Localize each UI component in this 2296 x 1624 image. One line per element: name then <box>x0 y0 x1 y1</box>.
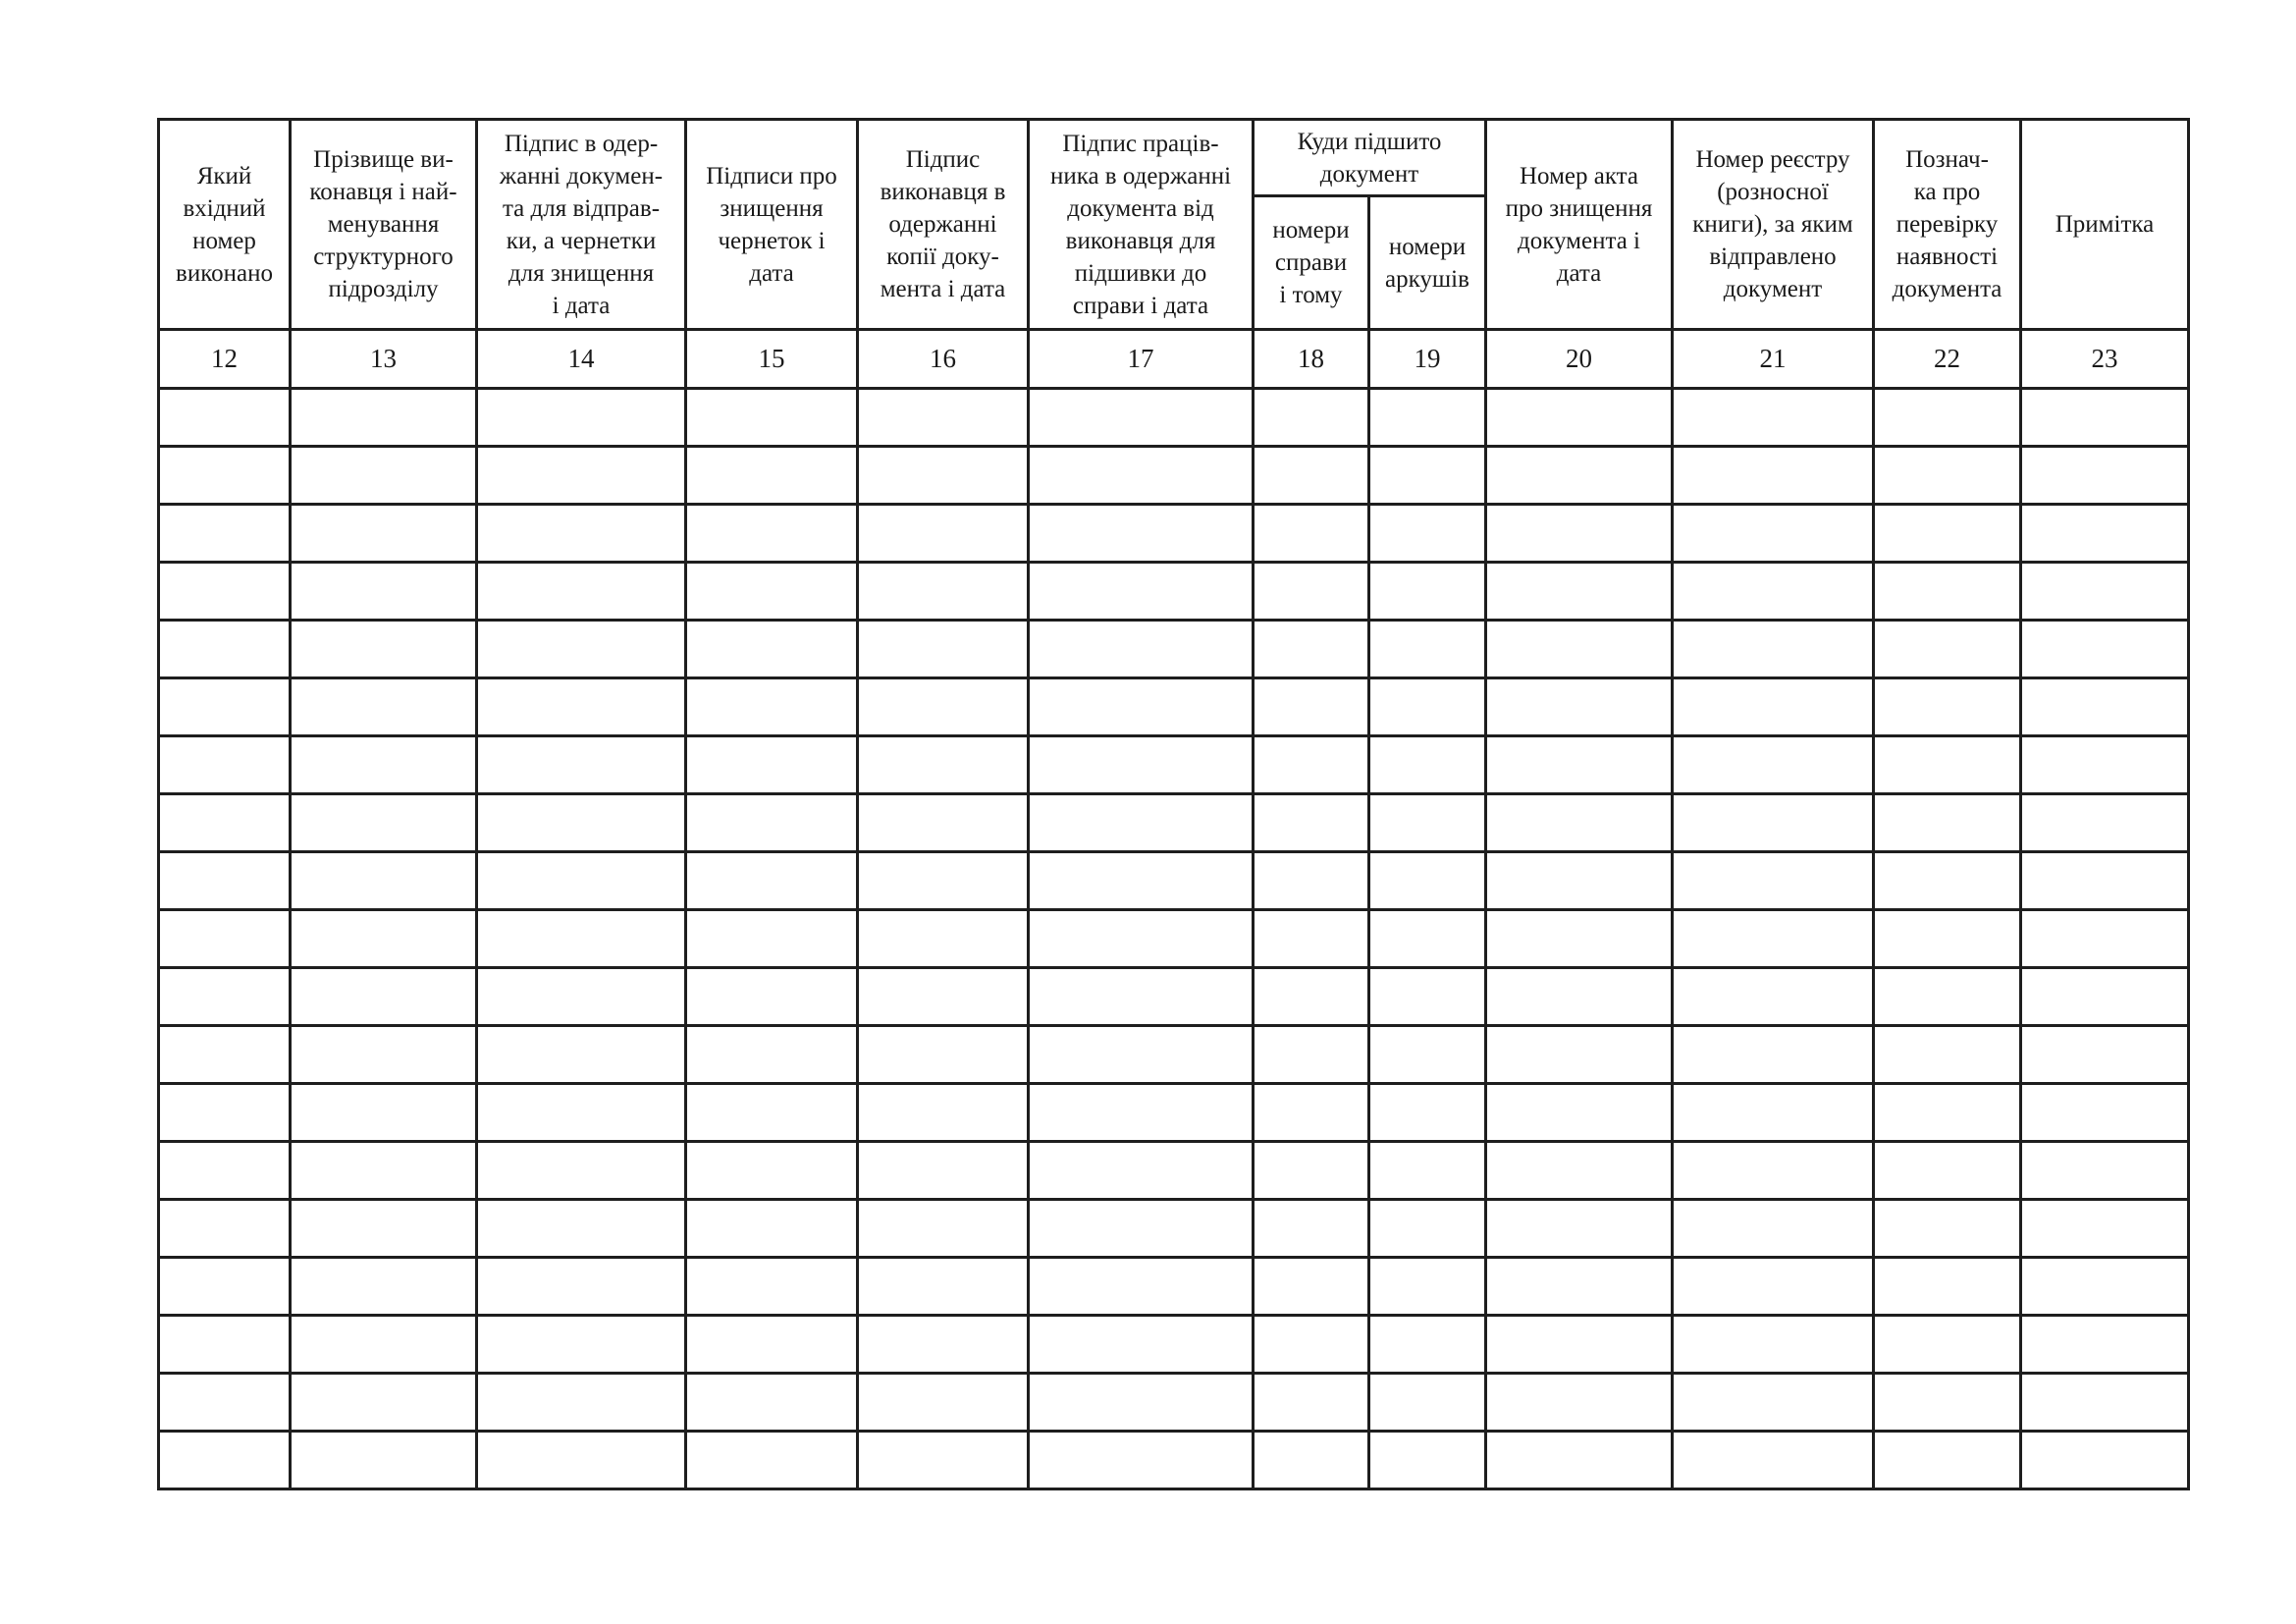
table-cell <box>1673 736 1874 794</box>
header-case-volume: номери справи і тому <box>1254 196 1369 330</box>
table-cell <box>477 447 686 505</box>
table-cell <box>291 1026 477 1084</box>
column-number: 23 <box>2021 330 2189 389</box>
table-cell <box>159 910 291 968</box>
table-cell <box>1254 852 1369 910</box>
table-cell <box>1254 1084 1369 1142</box>
table-cell <box>1369 852 1486 910</box>
table-cell <box>477 910 686 968</box>
table-cell <box>1486 736 1673 794</box>
table-cell <box>1486 621 1673 678</box>
header-destruction-act: Номер акта про знищення документа і дата <box>1486 120 1673 330</box>
table-cell <box>159 1316 291 1374</box>
table-cell <box>1369 910 1486 968</box>
table-cell <box>1673 563 1874 621</box>
table-cell <box>477 1432 686 1489</box>
table-cell <box>858 1084 1029 1142</box>
table-cell <box>858 447 1029 505</box>
table-cell <box>1369 1374 1486 1432</box>
table-cell <box>1874 621 2021 678</box>
table-cell <box>1254 621 1369 678</box>
table-cell <box>686 1432 858 1489</box>
column-number: 19 <box>1369 330 1486 389</box>
table-cell <box>291 1258 477 1316</box>
table-cell <box>1874 1026 2021 1084</box>
header-filing-signature: Підпис праців- ника в одержанні документа від виконавця для підшивки до справи і дата <box>1029 120 1254 330</box>
column-number: 17 <box>1029 330 1254 389</box>
table-cell <box>1254 1026 1369 1084</box>
table-cell <box>1254 505 1369 563</box>
table-cell <box>1029 1200 1254 1258</box>
table-row <box>159 852 2189 910</box>
table-cell <box>159 447 291 505</box>
table-cell <box>1254 389 1369 447</box>
table-cell <box>1254 794 1369 852</box>
table-cell <box>1369 389 1486 447</box>
table-cell <box>1029 678 1254 736</box>
table-cell <box>858 1200 1029 1258</box>
table-cell <box>1029 447 1254 505</box>
column-number: 13 <box>291 330 477 389</box>
table-cell <box>291 678 477 736</box>
table-cell <box>858 621 1029 678</box>
table-cell <box>291 1084 477 1142</box>
table-cell <box>1369 1026 1486 1084</box>
table-cell <box>858 852 1029 910</box>
table-row <box>159 1026 2189 1084</box>
table-cell <box>2021 736 2189 794</box>
table-cell <box>159 1142 291 1200</box>
table-cell <box>686 563 858 621</box>
table-cell <box>1874 1316 2021 1374</box>
table-cell <box>1254 1200 1369 1258</box>
table-row <box>159 447 2189 505</box>
table-cell <box>1369 1084 1486 1142</box>
table-cell <box>1486 389 1673 447</box>
table-cell <box>1369 621 1486 678</box>
table-cell <box>1369 794 1486 852</box>
table-cell <box>1486 1374 1673 1432</box>
table-cell <box>477 1200 686 1258</box>
table-cell <box>2021 678 2189 736</box>
column-number: 18 <box>1254 330 1369 389</box>
table-cell <box>858 1432 1029 1489</box>
table-cell <box>1673 1084 1874 1142</box>
table-row <box>159 1142 2189 1200</box>
table-cell <box>1486 505 1673 563</box>
table-cell <box>1486 1200 1673 1258</box>
table-cell <box>858 1026 1029 1084</box>
table-row <box>159 1316 2189 1374</box>
table-cell <box>1486 678 1673 736</box>
table-cell <box>477 794 686 852</box>
table-cell <box>291 1432 477 1489</box>
table-cell <box>1874 910 2021 968</box>
table-cell <box>477 1258 686 1316</box>
table-cell <box>1369 736 1486 794</box>
table-cell <box>1029 621 1254 678</box>
header-filed-to-group: Куди підшито документ <box>1254 120 1486 196</box>
table-cell <box>858 1142 1029 1200</box>
table-row <box>159 505 2189 563</box>
table-cell <box>1486 447 1673 505</box>
table-cell <box>2021 1374 2189 1432</box>
table-row <box>159 563 2189 621</box>
table-cell <box>291 910 477 968</box>
table-cell <box>1369 1142 1486 1200</box>
table-cell <box>1486 563 1673 621</box>
table-cell <box>1369 678 1486 736</box>
table-cell <box>1369 447 1486 505</box>
table-cell <box>686 1316 858 1374</box>
table-cell <box>1254 968 1369 1026</box>
table-cell <box>1673 1432 1874 1489</box>
table-cell <box>477 621 686 678</box>
table-cell <box>1369 505 1486 563</box>
table-cell <box>477 736 686 794</box>
table-cell <box>291 505 477 563</box>
table-cell <box>686 621 858 678</box>
column-number: 15 <box>686 330 858 389</box>
table-cell <box>2021 1026 2189 1084</box>
header-draft-destruction: Підписи про знищення чернеток і дата <box>686 120 858 330</box>
table-cell <box>291 852 477 910</box>
table-cell <box>1486 1316 1673 1374</box>
table-cell <box>686 794 858 852</box>
table-cell <box>291 1200 477 1258</box>
table-cell <box>1029 968 1254 1026</box>
table-cell <box>477 678 686 736</box>
table-cell <box>858 736 1029 794</box>
table-cell <box>159 1084 291 1142</box>
table-cell <box>1029 1316 1254 1374</box>
table-cell <box>686 968 858 1026</box>
table-cell <box>1673 1316 1874 1374</box>
table-cell <box>2021 968 2189 1026</box>
table-cell <box>686 678 858 736</box>
table-cell <box>1486 910 1673 968</box>
table-cell <box>1486 1258 1673 1316</box>
header-executor-name: Прізвище ви- конавця і най- менування структурного підрозділу <box>291 120 477 330</box>
table-cell <box>477 1084 686 1142</box>
header-copy-receipt: Підпис виконавця в одержанні копії доку- мента і дата <box>858 120 1029 330</box>
table-cell <box>1369 1316 1486 1374</box>
table-cell <box>858 678 1029 736</box>
table-cell <box>2021 852 2189 910</box>
table-cell <box>1874 1142 2021 1200</box>
table-cell <box>159 1200 291 1258</box>
table-cell <box>1254 910 1369 968</box>
table-cell <box>1874 968 2021 1026</box>
table-cell <box>159 736 291 794</box>
table-cell <box>477 1026 686 1084</box>
table-cell <box>1486 1026 1673 1084</box>
table-cell <box>2021 1432 2189 1489</box>
table-cell <box>1673 910 1874 968</box>
table-cell <box>858 910 1029 968</box>
table-cell <box>1369 563 1486 621</box>
table-cell <box>1486 1142 1673 1200</box>
table-cell <box>159 621 291 678</box>
table-cell <box>2021 505 2189 563</box>
table-cell <box>1029 910 1254 968</box>
table-cell <box>858 794 1029 852</box>
table-cell <box>1673 1026 1874 1084</box>
table-cell <box>159 794 291 852</box>
table-row <box>159 1084 2189 1142</box>
table-cell <box>858 968 1029 1026</box>
table-cell <box>2021 621 2189 678</box>
table-row <box>159 968 2189 1026</box>
table-cell <box>1029 1432 1254 1489</box>
table-cell <box>1029 563 1254 621</box>
table-cell <box>686 1142 858 1200</box>
header-note: Примітка <box>2021 120 2189 330</box>
table-cell <box>159 1026 291 1084</box>
header-receipt-signature: Підпис в одер- жанні докумен- та для відправ- ки, а чернетки для знищення і дата <box>477 120 686 330</box>
table-cell <box>477 1316 686 1374</box>
table-cell <box>1874 563 2021 621</box>
table-cell <box>686 910 858 968</box>
table-cell <box>1369 1432 1486 1489</box>
table-cell <box>2021 794 2189 852</box>
table-cell <box>1874 1432 2021 1489</box>
table-cell <box>291 621 477 678</box>
table-cell <box>477 852 686 910</box>
table-cell <box>686 1374 858 1432</box>
table-cell <box>477 1374 686 1432</box>
column-number: 20 <box>1486 330 1673 389</box>
table-cell <box>1874 505 2021 563</box>
table-cell <box>1029 736 1254 794</box>
table-cell <box>291 389 477 447</box>
column-number: 12 <box>159 330 291 389</box>
table-cell <box>291 1316 477 1374</box>
table-cell <box>477 968 686 1026</box>
table-cell <box>1673 1200 1874 1258</box>
table-cell <box>159 389 291 447</box>
table-row <box>159 1200 2189 1258</box>
table-body <box>159 389 2189 1489</box>
table-cell <box>1874 794 2021 852</box>
table-cell <box>291 563 477 621</box>
table-cell <box>1029 389 1254 447</box>
table-cell <box>477 389 686 447</box>
table-row <box>159 794 2189 852</box>
header-incoming-number: Який вхідний номер виконано <box>159 120 291 330</box>
column-number-row <box>159 330 2189 389</box>
table-cell <box>2021 563 2189 621</box>
table-cell <box>159 1258 291 1316</box>
table-cell <box>159 1432 291 1489</box>
table-cell <box>1874 1258 2021 1316</box>
header-row <box>159 120 2189 196</box>
header-register-number: Номер реєстру (розносної книги), за яким відправлено документ <box>1673 120 1874 330</box>
table-cell <box>1486 852 1673 910</box>
table-row <box>159 621 2189 678</box>
table-cell <box>1874 447 2021 505</box>
table-cell <box>2021 1142 2189 1200</box>
table-cell <box>1874 678 2021 736</box>
header-check-mark: Познач- ка про перевірку наявності документа <box>1874 120 2021 330</box>
table-cell <box>159 678 291 736</box>
header-sheet-numbers: номери аркушів <box>1369 196 1486 330</box>
table-cell <box>1029 1026 1254 1084</box>
table-cell <box>1029 1374 1254 1432</box>
column-number: 22 <box>1874 330 2021 389</box>
table-cell <box>1874 389 2021 447</box>
table-cell <box>1874 852 2021 910</box>
table-cell <box>1673 1374 1874 1432</box>
table-cell <box>686 447 858 505</box>
table-cell <box>1673 389 1874 447</box>
table-cell <box>1254 736 1369 794</box>
table-cell <box>2021 1316 2189 1374</box>
table-cell <box>2021 389 2189 447</box>
table-cell <box>1673 621 1874 678</box>
table-cell <box>159 968 291 1026</box>
column-number: 21 <box>1673 330 1874 389</box>
table-cell <box>1029 505 1254 563</box>
table-cell <box>159 1374 291 1432</box>
table-cell <box>1369 1200 1486 1258</box>
table-cell <box>858 389 1029 447</box>
table-cell <box>1369 968 1486 1026</box>
table-cell <box>1254 1258 1369 1316</box>
table-cell <box>1029 852 1254 910</box>
table-cell <box>1673 1258 1874 1316</box>
table-row <box>159 1258 2189 1316</box>
table-cell <box>1673 852 1874 910</box>
table-cell <box>1874 736 2021 794</box>
register-table <box>157 118 2190 1490</box>
table-cell <box>1029 1142 1254 1200</box>
table-cell <box>1874 1084 2021 1142</box>
table-cell <box>1254 1316 1369 1374</box>
table-cell <box>1254 1374 1369 1432</box>
table-cell <box>1673 505 1874 563</box>
table-cell <box>686 1026 858 1084</box>
table-cell <box>1874 1200 2021 1258</box>
table-cell <box>1673 1142 1874 1200</box>
table-cell <box>291 968 477 1026</box>
table-cell <box>1874 1374 2021 1432</box>
table-row <box>159 1374 2189 1432</box>
table-cell <box>1029 1084 1254 1142</box>
table-cell <box>2021 910 2189 968</box>
table-cell <box>686 505 858 563</box>
table-cell <box>1673 968 1874 1026</box>
table-cell <box>686 736 858 794</box>
table-cell <box>1486 968 1673 1026</box>
table-cell <box>477 563 686 621</box>
table-cell <box>686 1084 858 1142</box>
table-cell <box>159 505 291 563</box>
column-number: 14 <box>477 330 686 389</box>
table-cell <box>1254 563 1369 621</box>
table-row <box>159 389 2189 447</box>
table-cell <box>858 505 1029 563</box>
table-cell <box>291 736 477 794</box>
table-cell <box>1254 447 1369 505</box>
table-cell <box>291 1142 477 1200</box>
table-cell <box>1254 1432 1369 1489</box>
table-cell <box>477 505 686 563</box>
table-cell <box>159 852 291 910</box>
table-cell <box>686 852 858 910</box>
table-cell <box>291 447 477 505</box>
table-cell <box>1486 1084 1673 1142</box>
table-cell <box>1369 1258 1486 1316</box>
table-row <box>159 736 2189 794</box>
table-row <box>159 678 2189 736</box>
table-cell <box>858 1258 1029 1316</box>
table-cell <box>1486 1432 1673 1489</box>
table-row <box>159 910 2189 968</box>
table-row <box>159 1432 2189 1489</box>
table-cell <box>2021 1200 2189 1258</box>
table-cell <box>858 1374 1029 1432</box>
table-cell <box>1673 447 1874 505</box>
table-cell <box>2021 1084 2189 1142</box>
table-cell <box>686 1258 858 1316</box>
table-cell <box>1673 794 1874 852</box>
table-cell <box>159 563 291 621</box>
table-cell <box>2021 447 2189 505</box>
table-cell <box>477 1142 686 1200</box>
table-cell <box>1029 1258 1254 1316</box>
table-cell <box>686 1200 858 1258</box>
column-number: 16 <box>858 330 1029 389</box>
table-cell <box>858 1316 1029 1374</box>
table-cell <box>1673 678 1874 736</box>
table-cell <box>1029 794 1254 852</box>
table-cell <box>1254 678 1369 736</box>
table-cell <box>1254 1142 1369 1200</box>
table-cell <box>1486 794 1673 852</box>
table-cell <box>2021 1258 2189 1316</box>
table-cell <box>291 1374 477 1432</box>
table-cell <box>686 389 858 447</box>
table-cell <box>858 563 1029 621</box>
table-cell <box>291 794 477 852</box>
